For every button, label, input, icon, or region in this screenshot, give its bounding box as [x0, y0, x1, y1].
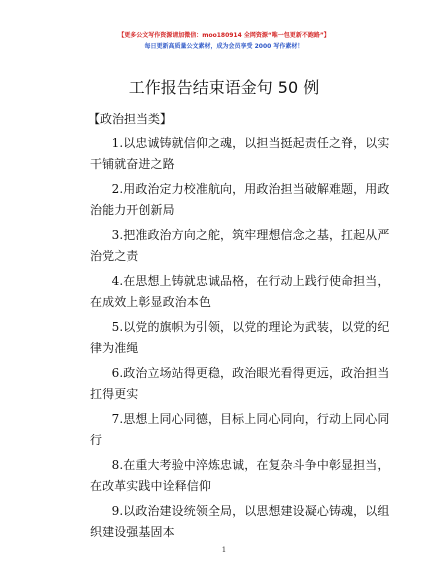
- quote-item: [90, 363, 390, 405]
- quote-list: [90, 133, 390, 547]
- quote-item: [90, 455, 390, 497]
- quote-text: 1.以忠诚铸就信仰之魂，以担当挺起责任之脊，以实干铺就奋进之路: [90, 136, 390, 171]
- quote-text: 7.思想上同心同德，目标上同心同向，行动上同心同行: [90, 412, 390, 447]
- page-number: 1: [221, 546, 227, 554]
- quote-text: 6.政治立场站得更稳，政治眼光看得更远，政治担当扛得更实: [90, 366, 390, 401]
- quote-item: [90, 225, 390, 267]
- section-label: 【政治担当类】: [88, 112, 173, 126]
- quote-text: 9.以政治建设统领全局，以思想建设凝心铸魂，以组织建设强基固本: [90, 504, 390, 539]
- quote-item: [90, 179, 390, 221]
- promo-banner-line-2: 每日更新高质量公文素材，成为会员享受 2000 写作素材！: [144, 43, 304, 50]
- quote-text: 2.用政治定力校准航向，用政治担当破解难题，用政治能力开创新局: [90, 182, 390, 217]
- quote-item: [90, 409, 390, 451]
- quote-text: 5.以党的旗帜为引领，以党的理论为武装，以党的纪律为准绳: [90, 320, 390, 355]
- quote-text: 8.在重大考验中淬炼忠诚，在复杂斗争中彰显担当，在改革实践中诠释信仰: [90, 458, 390, 493]
- quote-text: 3.把准政治方向之舵，筑牢理想信念之基，扛起从严治党之责: [90, 228, 390, 263]
- promo-banner-line-1: 【更多公文写作资源请加微信：moo180914 全网资源“唯一包更新不跑路”】: [118, 32, 330, 39]
- quote-item: [90, 271, 390, 313]
- document-title: 工作报告结束语金句 50 例: [128, 78, 320, 97]
- quote-item: [90, 501, 390, 543]
- quote-item: [90, 133, 390, 175]
- quote-text: 4.在思想上铸就忠诚品格，在行动上践行使命担当，在成效上彰显政治本色: [90, 274, 390, 309]
- quote-item: [90, 317, 390, 359]
